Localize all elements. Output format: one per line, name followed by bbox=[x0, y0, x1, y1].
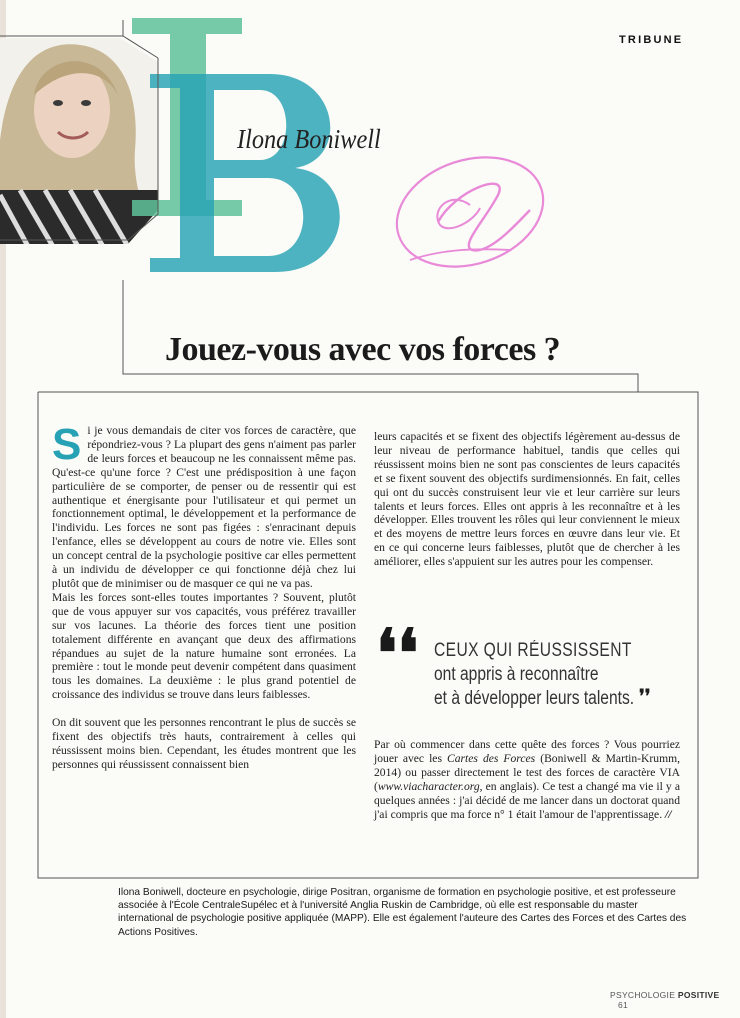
article-column-right-bottom bbox=[374, 738, 680, 821]
paragraph-1 bbox=[52, 420, 356, 591]
author-bio: Ilona Boniwell, docteure en psychologie, dirige Positran, organisme de formation en psychologie positive, et est professeure associée à l'École CentraleSupélec et à l'université Anglia Ruskin de Cambridge, où elle est responsable du master international de psychologie positive appliquée (MAPP). Elle est également l'auteure des Cartes des Forces et des Cartes des Actions Positives. bbox=[118, 887, 687, 938]
close-quote-mark: ❜❜ bbox=[639, 686, 651, 706]
section-label: TRIBUNE bbox=[619, 34, 684, 46]
author-name: Ilona Boniwell bbox=[237, 124, 381, 154]
paragraph-5-text-a: Par où commencer dans cette quête des forces ? Vous pourriez jouer avec les bbox=[374, 738, 680, 765]
article-column-left bbox=[52, 420, 356, 772]
quote-line-3: et à développer leurs talents. bbox=[434, 688, 635, 709]
paragraph-5 bbox=[374, 738, 680, 821]
page-number: 61 bbox=[618, 1000, 629, 1010]
drop-cap: S bbox=[52, 420, 82, 469]
paragraph-4: leurs capacités et se fixent des objectifs légèrement au-dessus de leur niveau de performance habituel, tandis que celles qui réussissent moins bien ne sont pas conscientes de leurs capacités et se fixent souvent des objectifs surdimensionnés. En fait, celles qui ont du succès construisent leur vie et leur carrière sur leurs talents et leurs forces. Elles ont appris à les reconnaître et à les développer. Elles trouvent les rôles qui leur conviennent le mieux et des moyens de mettre leurs forces en œuvre dans leur vie. Et en ce qui concerne leurs faiblesses, plutôt que de chercher à les améliorer, elles s'appuient sur les autres pour les compenser. bbox=[374, 430, 680, 569]
paragraph-5-text-b: (Boniwell & Martin-Krumm, 2014) ou passer directement le test des forces de caractère VIA ( bbox=[374, 751, 681, 793]
cartes-forces-title: Cartes des Forces bbox=[447, 751, 536, 765]
article-title: Jouez-vous avec vos forces ? bbox=[165, 331, 561, 368]
signature-scribble bbox=[380, 150, 550, 280]
paragraph-5-text-c: , en anglais). Ce test a changé ma vie il y a quelques années : j'ai décidé de me lancer dans un doctorat quand j'ai compris que ma force n° 1 était l'amour de l'apprentissage. bbox=[374, 779, 680, 821]
article-column-right bbox=[374, 430, 680, 569]
open-quote-mark: ❛❛ bbox=[376, 618, 419, 691]
via-url: www.viacharacter.org bbox=[377, 779, 480, 793]
paragraph-1-text: i je vous demandais de citer vos forces de caractère, que répondriez-vous ? La plupart des gens n'aiment pas parler de leurs forces et beaucoup ne les connaissent même pas. Qu'est-ce qu'une force ? C'est une prédisposition à une façon particulière de se comporter, de penser ou de ressentir qui est authentique et énergisante pour l'utilisateur et qui permet un fonctionnement optimal, le développement et la performance de l'individu. Les forces ne sont pas figées : s'enracinant depuis l'enfance, elles se développent au cours de notre vie. Elles sont un concept central de la psychologie positive car elles permettent à un individu de développer ce qui fonctionne déjà chez lui plutôt que de minimiser ou de masquer ce qui ne va pas. bbox=[52, 424, 356, 590]
paragraph-2: Mais les forces sont-elles toutes importantes ? Souvent, plutôt que de vous appuyer sur vos capacités, vous préférez travailler sur vos lacunes. La théorie des forces tient une position totalement différente en avançant que deux des affirmations répandues au sujet de la nature humaine sont erronées. La première : tout le monde peut devenir compétent dans quasiment tous les domaines. La deuxième : le plus grand potentiel de croissance des individus se trouve dans leurs faiblesses. bbox=[52, 590, 356, 702]
magazine-name-part2: POSITIVE bbox=[677, 990, 720, 1000]
magazine-name-part1: PSYCHOLOGIE bbox=[610, 990, 678, 1000]
quote-line-1: CEUX QUI RÉUSSISSENT bbox=[434, 640, 632, 661]
quote-line-2: ont appris à reconnaître bbox=[434, 664, 599, 685]
pull-quote bbox=[376, 618, 676, 716]
paragraph-3: On dit souvent que les personnes rencontrant le plus de succès se fixent des objectifs très hauts, contrairement à celles qui réussissent moins bien. Cependant, les études montrent que les personnes qui réussissent connaissent bien bbox=[52, 716, 356, 771]
page-footer bbox=[610, 990, 740, 1010]
end-mark: // bbox=[662, 807, 672, 821]
